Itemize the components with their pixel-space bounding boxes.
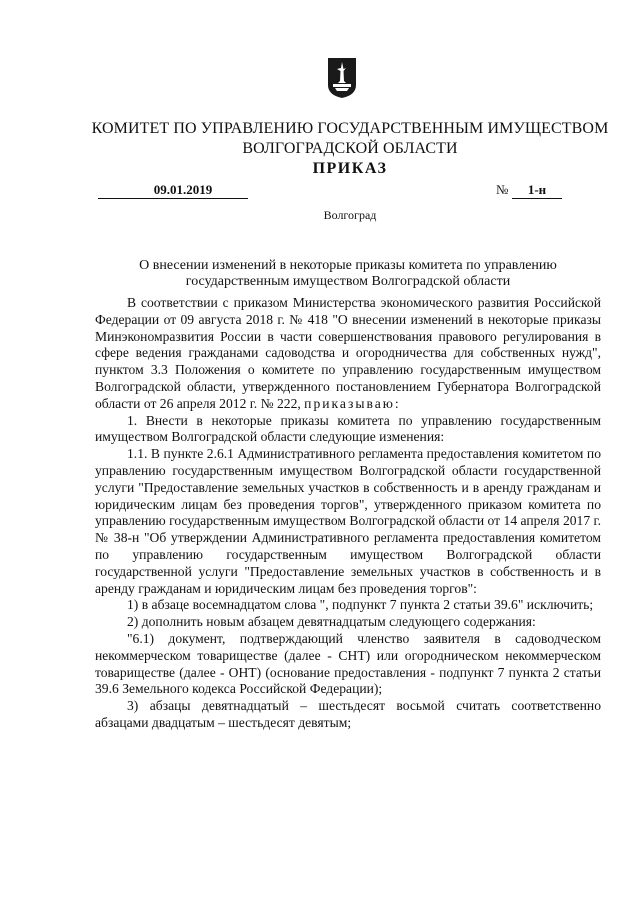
paragraph-preamble	[95, 295, 601, 413]
document-number: 1-н	[512, 182, 562, 199]
preamble-text: В соответствии с приказом Министерства экономического развития Российской Федерации от 09 августа 2018 г. № 418 "О внесении изменений в некоторые приказы Минэкономразвития России в части совершенствования правового регулирования в сфере ведения гражданами садоводства и огородничества для собственных нужд", пунктом 3.3 Положения о комитете по управлению государственным имуществом Волгоградской области, утвержденного постановлением Губернатора Волгоградской области от 26 апреля 2012 г. № 222,	[95, 295, 601, 411]
org-name-line2: ВОЛГОГРАДСКОЙ ОБЛАСТИ	[242, 140, 458, 157]
paragraph-quote: "6.1) документ, подтверждающий членство заявителя в садоводческом некоммерческом товариществе (далее - СНТ) или огородническом некоммерческом товариществе (далее - ОНТ) (основание предоставления - подпункт 7 пункта 2 статьи 39.6 Земельного кодекса Российской Федерации);	[95, 630, 601, 697]
order-word: приказываю:	[304, 395, 401, 411]
org-name-line1: КОМИТЕТ ПО УПРАВЛЕНИЮ ГОСУДАРСТВЕННЫМ ИМУЩЕСТВОМ	[91, 120, 609, 137]
paragraph-item-3: 3) абзацы девятнадцатый – шестьдесят восьмой считать соответственно абзацами двадцатым – шестьдесят девятым;	[95, 698, 601, 730]
coat-of-arms-icon	[327, 57, 357, 99]
number-label: №	[496, 182, 509, 197]
paragraph-item-1: 1) в абзаце восемнадцатом слова ", подпункт 7 пункта 2 статьи 39.6" исключить;	[127, 597, 594, 613]
document-body	[95, 295, 601, 732]
city-name: Волгоград	[323, 208, 377, 222]
document-title: О внесении изменений в некоторые приказы комитета по управлению государственным имуществом Волгоградской области	[139, 258, 557, 289]
document-type: ПРИКАЗ	[312, 160, 388, 177]
paragraph-item-2: 2) дополнить новым абзацем девятнадцатым следующего содержания:	[127, 614, 536, 630]
paragraph-1: 1. Внести в некоторые приказы комитета по управлению государственным имуществом Волгоградской области следующие изменения:	[95, 412, 601, 445]
paragraph-1-1: 1.1. В пункте 2.6.1 Административного регламента предоставления комитетом по управлению государственным имуществом Волгоградской области государственной услуги "Предоставление земельных участков в собственность и в аренду гражданам и юридическим лицам без проведения торгов", утвержденного приказом комитета по управлению государственным имуществом Волгоградской области от 14 апреля 2017 г. № 38-н "Об утверждении Административного регламента предоставления комитетом по управлению государственным имуществом Волгоградской области государственной услуги "Предоставление земельных участков в собственность и в аренду гражданам и юридическим лицам без проведения торгов":	[95, 446, 601, 596]
document-date: 09.01.2019	[98, 182, 248, 199]
